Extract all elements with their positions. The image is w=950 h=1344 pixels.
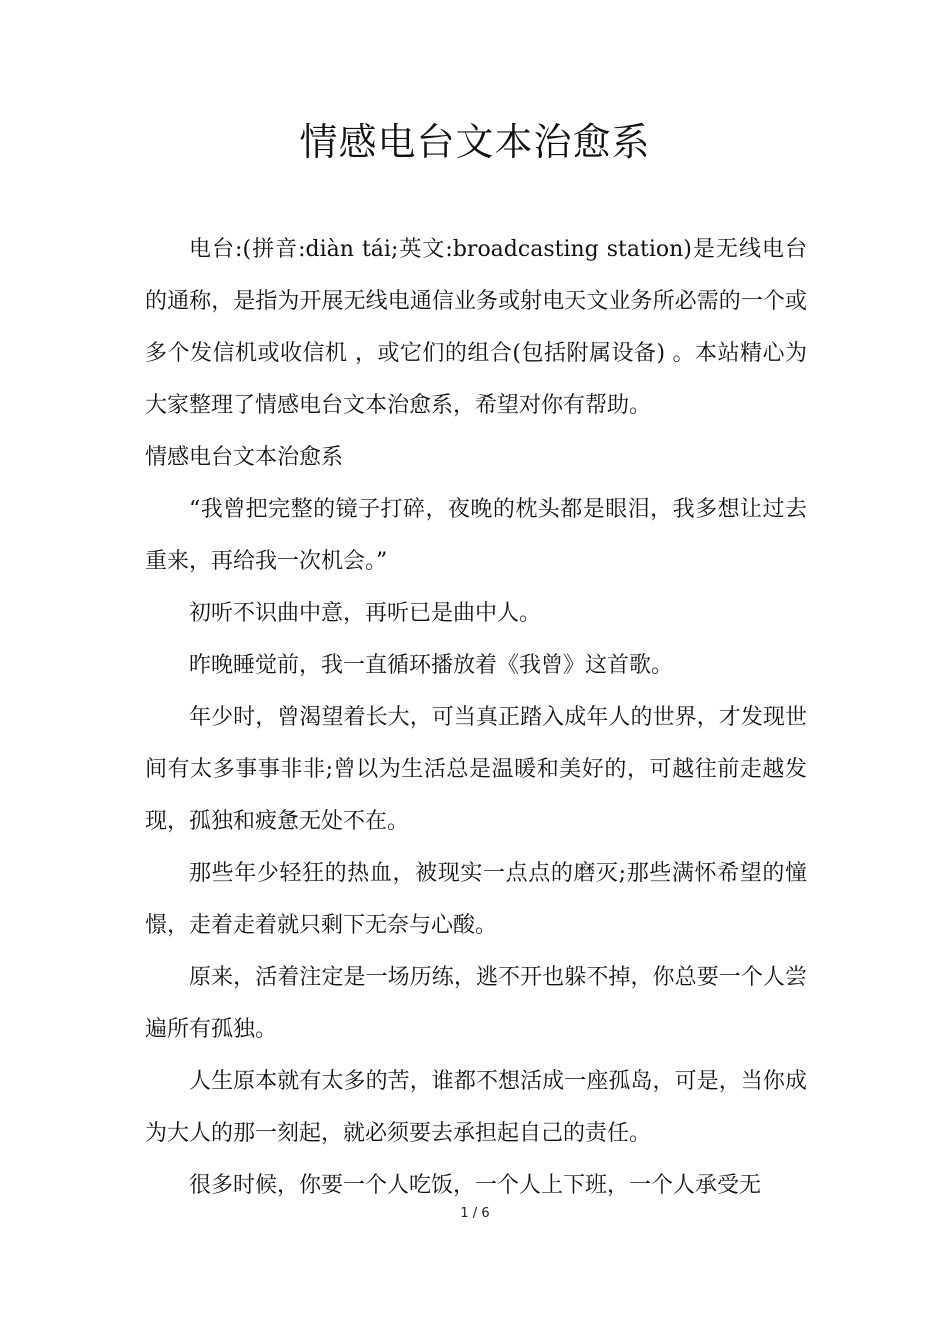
section-heading: 情感电台文本治愈系 [145,445,344,470]
paragraph: 那些年少轻狂的热血，被现实一点点的磨灭;那些满怀希望的憧憬，走着走着就只剩下无奈与心酸。 [145,861,807,938]
paragraph: 人生原本就有太多的苦，谁都不想活成一座孤岛，可是，当你成为大人的那一刻起，就必须要去承担起自己的责任。 [145,1069,807,1146]
paragraph: 初听不识曲中意，再听已是曲中人。 [189,601,542,626]
paragraph: 很多时候，你要一个人吃饭，一个人上下班，一个人承受无 [189,1173,762,1198]
paragraph-intro: 电台:(拼音:diàn tái;英文:broadcasting station)是无线电台的通称，是指为开展无线电通信业务或射电天文业务所必需的一个或多个发信机或收信机 ，或它们的组合(包括附属设备) 。本站精心为大家整理了情感电台文本治愈系，希望对你有帮助。 [145,237,807,418]
paragraph-quote: “我曾把完整的镜子打碎，夜晚的枕头都是眼泪，我多想让过去重来，再给我一次机会。” [145,497,807,574]
page-number: 1 / 6 [460,1206,490,1221]
paragraph: 昨晚睡觉前，我一直循环播放着《我曾》这首歌。 [189,653,674,678]
document-body [145,224,807,1212]
paragraph: 年少时，曾渴望着长大，可当真正踏入成年人的世界，才发现世间有太多事事非非;曾以为生活总是温暖和美好的，可越往前走越发现，孤独和疲惫无处不在。 [145,705,807,834]
document-title: 情感电台文本治愈系 [299,120,651,164]
paragraph: 原来，活着注定是一场历练，逃不开也躲不掉，你总要一个人尝遍所有孤独。 [145,965,807,1042]
